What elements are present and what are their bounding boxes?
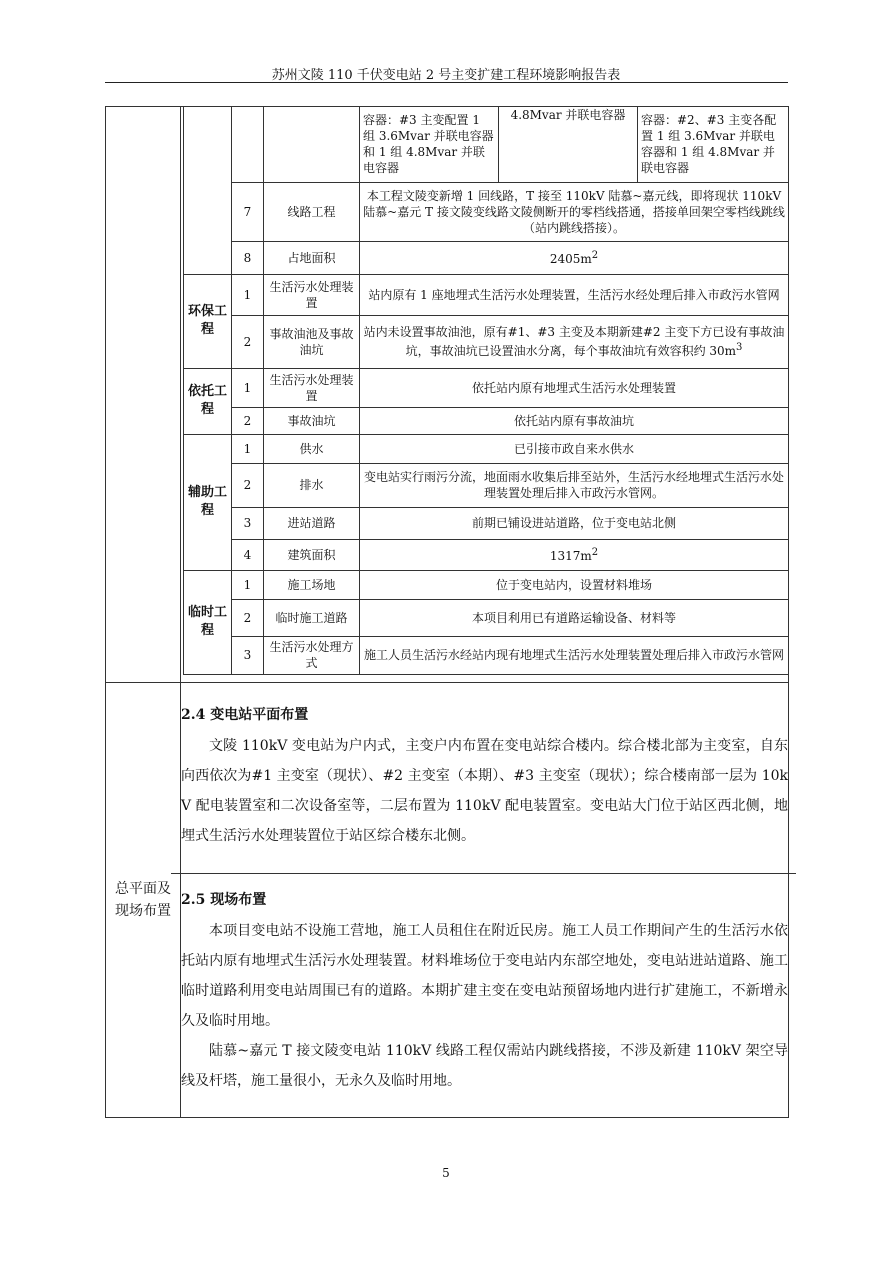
layout-section-content [181, 682, 789, 1117]
row-no-cell: 8 [232, 241, 264, 274]
cont-cell-1: 容器：#3 主变配置 1 组 3.6Mvar 并联电容器和 1 组 4.8Mvar 并联电容器 [360, 107, 499, 182]
row-content-cell: 已引接市政自来水供水 [360, 434, 789, 463]
table-row [184, 539, 789, 570]
row-no-cell: 3 [232, 507, 264, 539]
table-row [184, 434, 789, 463]
row-name-cell: 事故油坑 [264, 407, 360, 434]
layout-section-row [106, 682, 789, 1117]
row-no-cell: 1 [232, 570, 264, 599]
row-content-cell: 位于变电站内，设置材料堆场 [360, 570, 789, 599]
row-no-cell: 2 [232, 463, 264, 507]
table-row [184, 570, 789, 599]
table-row [184, 315, 789, 368]
cat-cell-continued [184, 107, 232, 274]
table-row [184, 599, 789, 636]
row-no-cell: 4 [232, 539, 264, 570]
row-no-cell: 2 [232, 599, 264, 636]
row-name-cell: 线路工程 [264, 182, 360, 241]
row-no-cell: 1 [232, 434, 264, 463]
row-content-cell: 依托站内原有事故油坑 [360, 407, 789, 434]
section-paragraph: 陆慕~嘉元 T 接文陵变电站 110kV 线路工程仅需站内跳线搭接，不涉及新建 110kV 架空导线及杆塔，施工量很小，无永久及临时用地。 [181, 1043, 788, 1089]
row-name-cell: 进站道路 [264, 507, 360, 539]
row-name-cell [264, 107, 360, 182]
row-name-cell: 建筑面积 [264, 539, 360, 570]
row-content-cell: 施工人员生活污水经站内现有地埋式生活污水处理装置处理后排入市政污水管网 [360, 636, 789, 674]
page-number: 5 [442, 1166, 450, 1180]
row-no-cell [232, 107, 264, 182]
row-content-cell: $1317m^2$ [360, 539, 789, 570]
row-name-cell: 施工场地 [264, 570, 360, 599]
composition-table [183, 107, 789, 675]
row-content-cell: $2405m^2$ [360, 241, 789, 274]
row-content-cell: 站内原有 1 座地埋式生活污水处理装置，生活污水经处理后排入市政污水管网 [360, 274, 789, 315]
category-cell: 辅助工程 [184, 434, 232, 570]
project-composition-row [106, 107, 789, 683]
row-content-cell: 站内未设置事故油池，原有#1、#3 主变及本期新建#2 主变下方已设有事故油坑，事故油坑已设置油水分离，每个事故油坑有效容积约 $30m^3$ [360, 315, 789, 368]
table-row [184, 274, 789, 315]
row-no-cell: 1 [232, 274, 264, 315]
section-heading-2-5: 2.5 现场布置 [181, 892, 267, 908]
row-content-cell: 变电站实行雨污分流，地面雨水收集后排至站外，生活污水经地埋式生活污水处理装置处理后排入市政污水管网。 [360, 463, 789, 507]
row-no-cell: 7 [232, 182, 264, 241]
row-content-cell: 本项目利用已有道路运输设备、材料等 [360, 599, 789, 636]
row-content-cell: 依托站内原有地埋式生活污水处理装置 [360, 368, 789, 407]
row-content-cell: 本工程文陵变新增 1 回线路，T 接至 110kV 陆慕~嘉元线，即将现状 110kV 陆慕~嘉元 T 接文陵变线路文陵侧断开的零档线搭通，搭接单回架空零档线跳线（站内跳线搭接）。 [360, 182, 789, 241]
row-no-cell: 2 [232, 315, 264, 368]
composition-cell [181, 107, 789, 683]
row-no-cell: 2 [232, 407, 264, 434]
table-row [184, 107, 789, 182]
table-row [184, 463, 789, 507]
section-paragraph: 本项目变电站不设施工营地，施工人员租住在附近民房。施工人员工作期间产生的生活污水依托站内原有地埋式生活污水处理装置。材料堆场位于变电站内东部空地处，变电站进站道路、施工临时道路利用变电站周围已有的道路。本期扩建主变在变电站预留场地内进行扩建施工，不新增永久及临时用地。 [181, 923, 788, 1029]
page-header-title: 苏州文陵 110 千伏变电站 2 号主变扩建工程环境影响报告表 [271, 68, 621, 83]
row-name-cell: 生活污水处理方式 [264, 636, 360, 674]
section-heading-2-4: 2.4 变电站平面布置 [181, 707, 309, 723]
row-name-cell: 临时施工道路 [264, 599, 360, 636]
row-name-cell: 供水 [264, 434, 360, 463]
row-name-cell: 占地面积 [264, 241, 360, 274]
category-cell: 环保工程 [184, 274, 232, 368]
cont-cell-2: 4.8Mvar 并联电容器 [499, 107, 638, 182]
row-name-cell: 生活污水处理装置 [264, 274, 360, 315]
row-name-cell: 生活污水处理装置 [264, 368, 360, 407]
table-row [184, 182, 789, 241]
row-no-cell: 3 [232, 636, 264, 674]
category-cell: 临时工程 [184, 570, 232, 674]
layout-section-label: 总平面及现场布置 [106, 682, 181, 1117]
row-name-cell: 排水 [264, 463, 360, 507]
table-row [184, 507, 789, 539]
cont-cell-3: 容器：#2、#3 主变各配置 1 组 3.6Mvar 并联电容器和 1 组 4.8Mvar 并联电容器 [638, 107, 789, 182]
table-row [184, 407, 789, 434]
row-content-cell: 前期已铺设进站道路，位于变电站北侧 [360, 507, 789, 539]
row-no-cell: 1 [232, 368, 264, 407]
table-row [184, 636, 789, 674]
category-cell: 依托工程 [184, 368, 232, 434]
table-row [184, 241, 789, 274]
row-name-cell: 事故油池及事故油坑 [264, 315, 360, 368]
project-table [105, 106, 789, 1118]
section-paragraph: 文陵 110kV 变电站为户内式，主变户内布置在变电站综合楼内。综合楼北部为主变室，自东向西依次为#1 主变室（现状）、#2 主变室（本期）、#3 主变室（现状）；综合楼南部一层为 10kV 配电装置室和二次设备室等，二层布置为 110kV 配电装置室。变电站大门位于站区西北侧，地埋式生活污水处理装置位于站区综合楼东北侧。 [181, 738, 788, 844]
header-rule [105, 82, 788, 83]
blank-label-cell [106, 107, 181, 683]
table-row [184, 368, 789, 407]
